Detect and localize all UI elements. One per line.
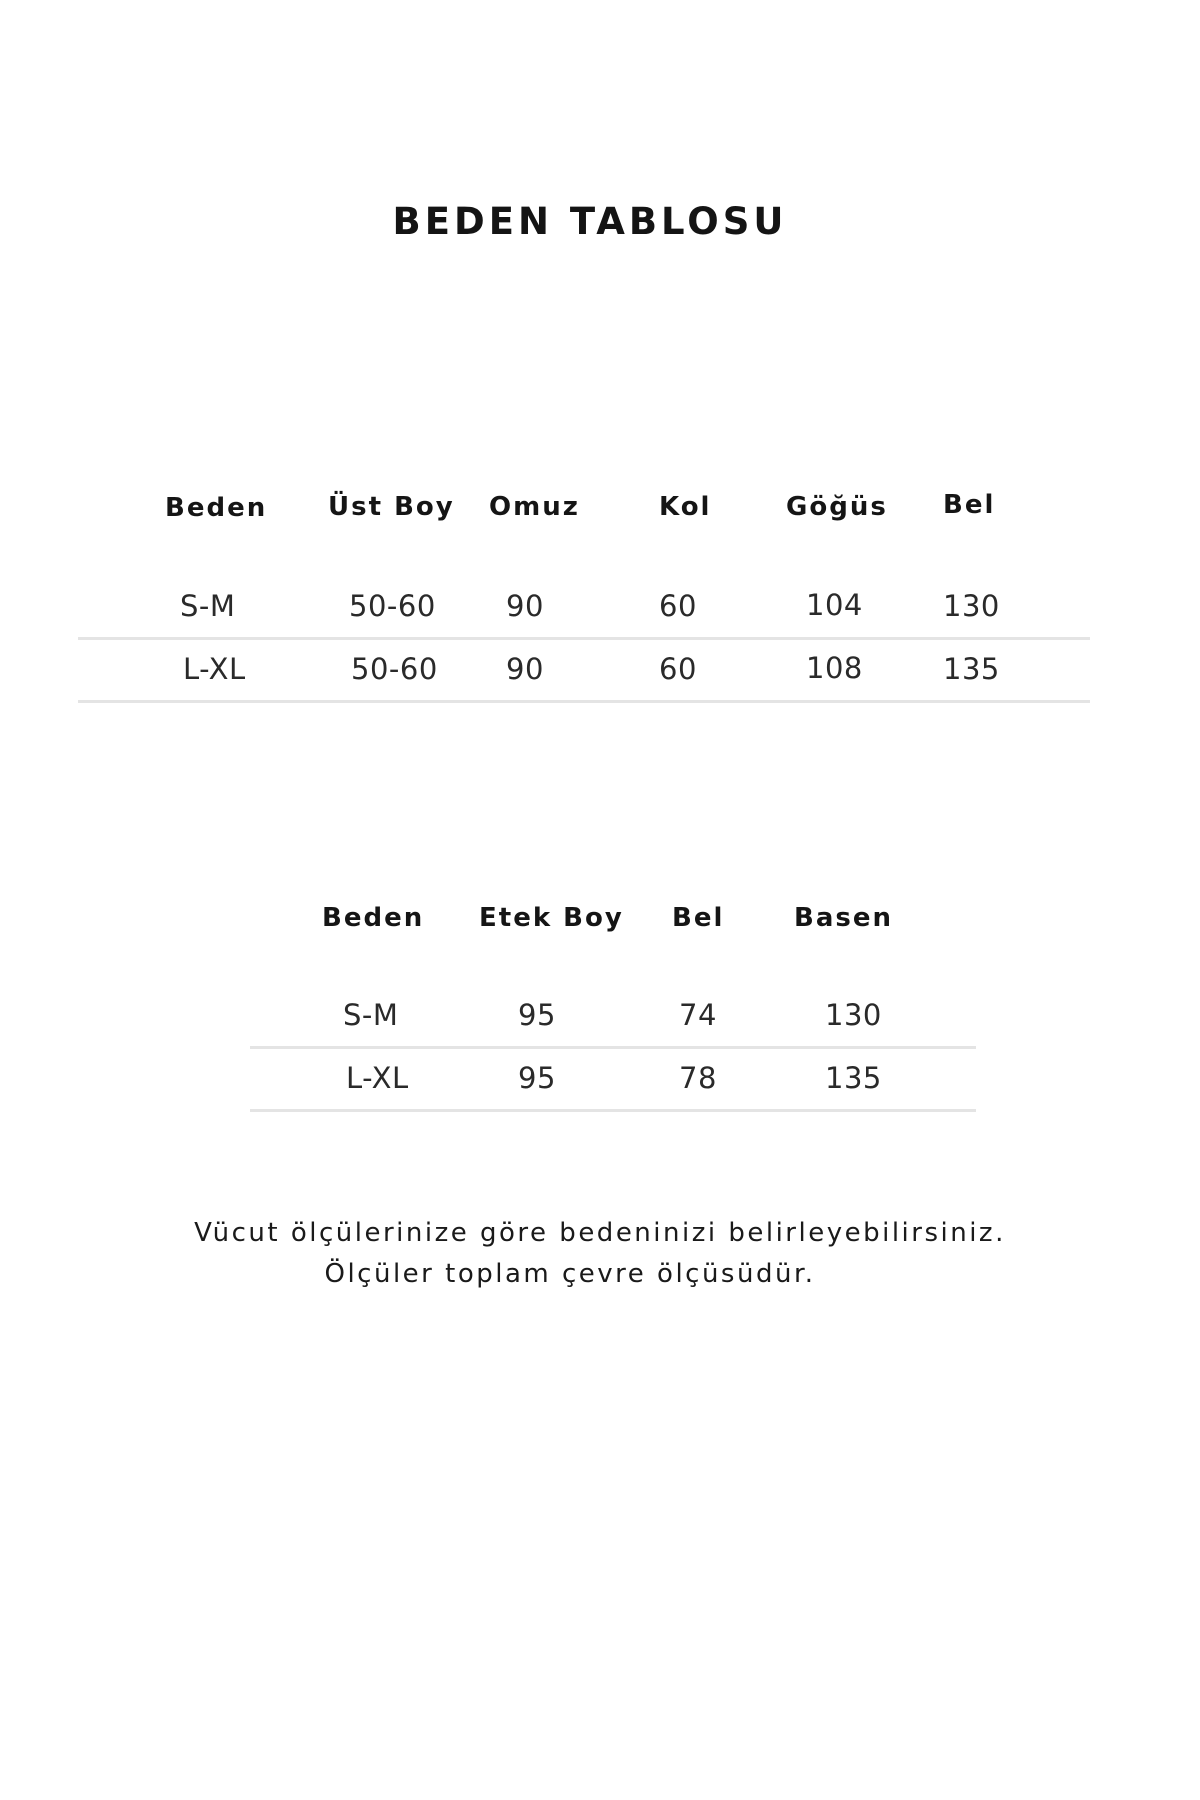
cell-bel: 78 — [679, 1061, 717, 1095]
header-etek-boy: Etek Boy — [479, 903, 624, 933]
cell-kol: 60 — [659, 589, 697, 623]
cell-ust-boy: 50-60 — [351, 652, 438, 686]
note-line-2: Ölçüler toplam çevre ölçüsüdür. — [324, 1259, 816, 1289]
header-beden: Beden — [322, 903, 425, 933]
cell-bel: 74 — [679, 998, 717, 1032]
cell-etek-boy: 95 — [518, 998, 556, 1032]
cell-basen: 135 — [825, 1061, 882, 1095]
cell-bel: 130 — [943, 589, 1000, 623]
row-divider — [250, 1109, 976, 1112]
cell-ust-boy: 50-60 — [349, 589, 436, 623]
cell-size: L-XL — [346, 1061, 409, 1095]
row-divider — [250, 1046, 976, 1049]
cell-gogus: 108 — [806, 651, 863, 685]
cell-size: L-XL — [183, 652, 246, 686]
cell-size: S-M — [343, 998, 399, 1032]
row-divider — [78, 700, 1090, 703]
row-divider — [78, 637, 1090, 640]
header-beden: Beden — [165, 493, 268, 523]
header-omuz: Omuz — [489, 492, 580, 522]
header-basen: Basen — [794, 903, 893, 933]
cell-gogus: 104 — [806, 588, 863, 622]
cell-bel: 135 — [943, 652, 1000, 686]
note-line-1: Vücut ölçülerinize göre bedeninizi belirleyebilirsiniz. — [194, 1218, 1006, 1248]
cell-size: S-M — [180, 589, 236, 623]
cell-etek-boy: 95 — [518, 1061, 556, 1095]
cell-basen: 130 — [825, 998, 882, 1032]
header-bel: Bel — [943, 490, 996, 520]
cell-kol: 60 — [659, 652, 697, 686]
cell-omuz: 90 — [506, 652, 544, 686]
page-title: BEDEN TABLOSU — [392, 200, 788, 243]
header-kol: Kol — [659, 492, 712, 522]
header-ust-boy: Üst Boy — [328, 492, 455, 522]
header-gogus: Göğüs — [786, 492, 888, 522]
header-bel: Bel — [672, 903, 725, 933]
cell-omuz: 90 — [506, 589, 544, 623]
